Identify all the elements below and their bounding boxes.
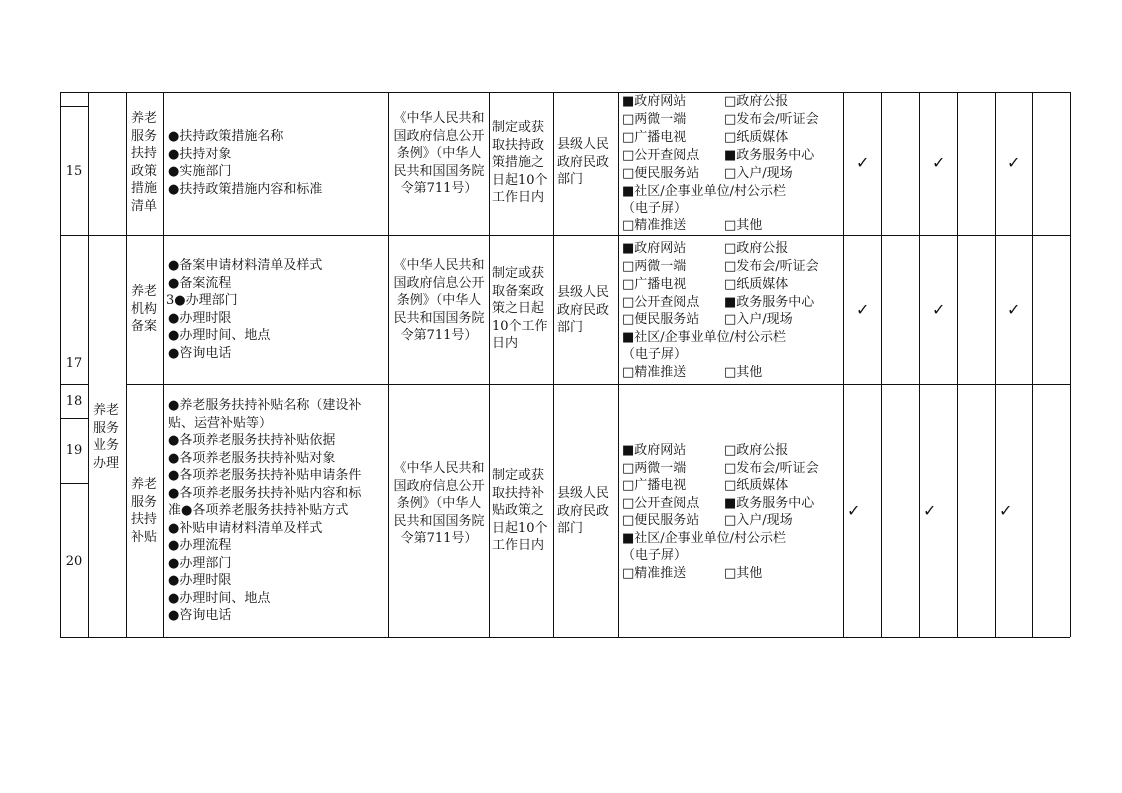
col-line: [163, 92, 164, 637]
basis-text: [392, 460, 486, 548]
channel-option: □精准推送: [622, 566, 687, 581]
content-item: ●咨询电话: [168, 608, 232, 623]
row-number: 19: [65, 443, 83, 458]
item-name: [128, 110, 160, 215]
col-line: [957, 92, 958, 637]
basis-text-content: 《中华人民共和国政府信息公开条例》（中华人民共和国国务院令第711号）: [393, 258, 485, 343]
check-mark: ✓: [923, 501, 937, 520]
channel-option: □便民服务站: [622, 312, 700, 327]
time-limit-text: [492, 265, 552, 353]
content-item: ●备案流程: [168, 275, 232, 291]
channel-option: □纸质媒体: [724, 478, 789, 493]
channel-option: □精准推送: [622, 365, 687, 380]
channel-option: □两微一端: [622, 112, 687, 127]
row-number: 20: [65, 554, 83, 569]
channel-option: □便民服务站: [622, 513, 700, 528]
content-item: 准●各项养老服务扶持补贴方式: [168, 503, 349, 518]
channel-option: □政府公报: [724, 94, 789, 109]
col-line: [88, 92, 89, 637]
time-limit-text: [492, 119, 552, 207]
channel-option: □发布会/听证会: [724, 112, 819, 127]
content-item: ●养老服务扶持补贴名称（建设补: [168, 398, 362, 413]
channel-option: （电子屏）: [622, 347, 688, 362]
channel-option: （电子屏）: [622, 201, 688, 216]
subject-text: [557, 284, 615, 337]
content-item: ●扶持对象: [168, 146, 232, 162]
content-item: ●咨询电话: [168, 345, 232, 361]
channel-option: □公开查阅点: [622, 148, 700, 163]
content-item: ●各项养老服务扶持补贴申请条件: [168, 468, 362, 483]
channel-option: □两微一端: [622, 259, 687, 274]
content-item: ●办理时限: [168, 310, 232, 326]
basis-text-content: 《中华人民共和国政府信息公开条例》（中华人民共和国国务院令第711号）: [393, 461, 485, 546]
content-item: 3●办理部门: [166, 293, 238, 308]
channel-option: □政府公报: [724, 241, 789, 256]
check-mark: ✓: [856, 300, 870, 319]
channel-option: □入户/现场: [724, 166, 793, 181]
category-text: 养老服务业务办理: [92, 403, 119, 471]
content-item: ●办理时间、地点: [168, 590, 271, 606]
col-line: [995, 92, 996, 637]
channel-option: □广播电视: [622, 478, 687, 493]
channel-option: □便民服务站: [622, 166, 700, 181]
channel-option: ■政务服务中心: [724, 496, 815, 511]
channel-option: ■社区/企事业单位/村公示栏: [622, 184, 787, 199]
channel-option: □入户/现场: [724, 312, 793, 327]
channel-option: □广播电视: [622, 130, 687, 145]
row-number: 18: [65, 394, 83, 409]
content-item: ●扶持政策措施内容和标准: [168, 181, 323, 197]
channel-option: □两微一端: [622, 461, 687, 476]
channel-option: □入户/现场: [724, 513, 793, 528]
channel-option: ■政府网站: [622, 443, 687, 458]
check-mark: ✓: [847, 501, 861, 520]
channel-option: □其他: [724, 365, 763, 380]
time-limit-content: 制定或获取扶持补贴政策之日起10个工作日内: [492, 468, 548, 553]
item-name-text: 养老服务扶持政策措施清单: [130, 111, 157, 214]
channel-option: □政府公报: [724, 443, 789, 458]
channel-option: ■政务服务中心: [724, 295, 815, 310]
channel-option: ■社区/企事业单位/村公示栏: [622, 330, 787, 345]
category-name: [90, 402, 122, 472]
channel-option: ■政府网站: [622, 94, 687, 109]
channel-option: （电子屏）: [622, 548, 688, 563]
col-line: [388, 92, 389, 637]
channel-option: □其他: [724, 566, 763, 581]
check-mark: ✓: [1007, 153, 1021, 172]
check-mark: ✓: [932, 153, 946, 172]
col-line: [618, 92, 619, 637]
col-line: [919, 92, 920, 637]
subject-content: 县级人民政府民政部门: [557, 137, 610, 187]
table-row-divider: [126, 384, 1070, 385]
content-item: ●办理部门: [168, 555, 232, 571]
col-line: [489, 92, 490, 637]
subject-text: [557, 136, 615, 189]
time-limit-content: 制定或获取备案政策之日起10个工作日内: [492, 266, 548, 351]
check-mark: ✓: [1007, 300, 1021, 319]
content-item: ●实施部门: [168, 164, 232, 179]
content-list: [168, 397, 361, 625]
channel-option: □其他: [724, 218, 763, 233]
subject-text: [557, 485, 615, 538]
channel-option: □公开查阅点: [622, 295, 700, 310]
item-name: [128, 283, 160, 336]
col-line: [843, 92, 844, 637]
content-item: ●补贴申请材料清单及样式: [168, 520, 323, 536]
item-name-text: 养老机构备案: [130, 284, 157, 334]
content-item: ●扶持政策措施名称: [168, 129, 284, 144]
channel-option: ■政务服务中心: [724, 148, 815, 163]
col-line: [881, 92, 882, 637]
check-mark: ✓: [856, 153, 870, 172]
content-item: 贴、运营补贴等）: [168, 415, 273, 431]
item-name: [128, 476, 160, 546]
row-number: 15: [65, 164, 83, 179]
content-item: ●备案申请材料清单及样式: [168, 258, 323, 273]
content-item: ●各项养老服务扶持补贴对象: [168, 450, 336, 466]
channel-option: □精准推送: [622, 218, 687, 233]
channel-option: □纸质媒体: [724, 130, 789, 145]
num-divider: [60, 106, 88, 107]
item-name-text: 养老服务扶持补贴: [130, 477, 157, 545]
subject-content: 县级人民政府民政部门: [557, 486, 610, 536]
basis-text-content: 《中华人民共和国政府信息公开条例》（中华人民共和国国务院令第711号）: [393, 111, 485, 196]
content-list: [168, 257, 322, 362]
check-mark: ✓: [932, 300, 946, 319]
col-line: [1070, 92, 1071, 637]
num-divider: [60, 418, 88, 419]
col-line: [553, 92, 554, 637]
channel-option: □公开查阅点: [622, 496, 700, 511]
channel-option: ■政府网站: [622, 241, 687, 256]
channel-option: □广播电视: [622, 277, 687, 292]
channel-option: ■社区/企事业单位/村公示栏: [622, 531, 787, 546]
content-item: ●各项养老服务扶持补贴依据: [168, 433, 336, 448]
basis-text: [392, 110, 486, 198]
num-divider: [60, 384, 88, 385]
time-limit-text: [492, 467, 552, 555]
channel-option: □发布会/听证会: [724, 461, 819, 476]
content-item: ●办理流程: [168, 538, 232, 553]
basis-text: [392, 257, 486, 345]
subject-content: 县级人民政府民政部门: [557, 285, 610, 335]
row-number: 17: [65, 356, 83, 371]
channel-option: □纸质媒体: [724, 277, 789, 292]
channel-option: □发布会/听证会: [724, 259, 819, 274]
col-line: [126, 92, 127, 637]
content-item: ●办理时限: [168, 573, 232, 588]
time-limit-content: 制定或获取扶持政策措施之日起10个工作日内: [492, 120, 548, 205]
col-line: [1032, 92, 1033, 637]
content-item: ●各项养老服务扶持补贴内容和标: [168, 485, 362, 501]
content-item: ●办理时间、地点: [168, 328, 271, 343]
num-divider: [60, 483, 88, 484]
content-list: [168, 128, 322, 198]
check-mark: ✓: [999, 501, 1013, 520]
table-border-bottom: [60, 637, 1070, 638]
